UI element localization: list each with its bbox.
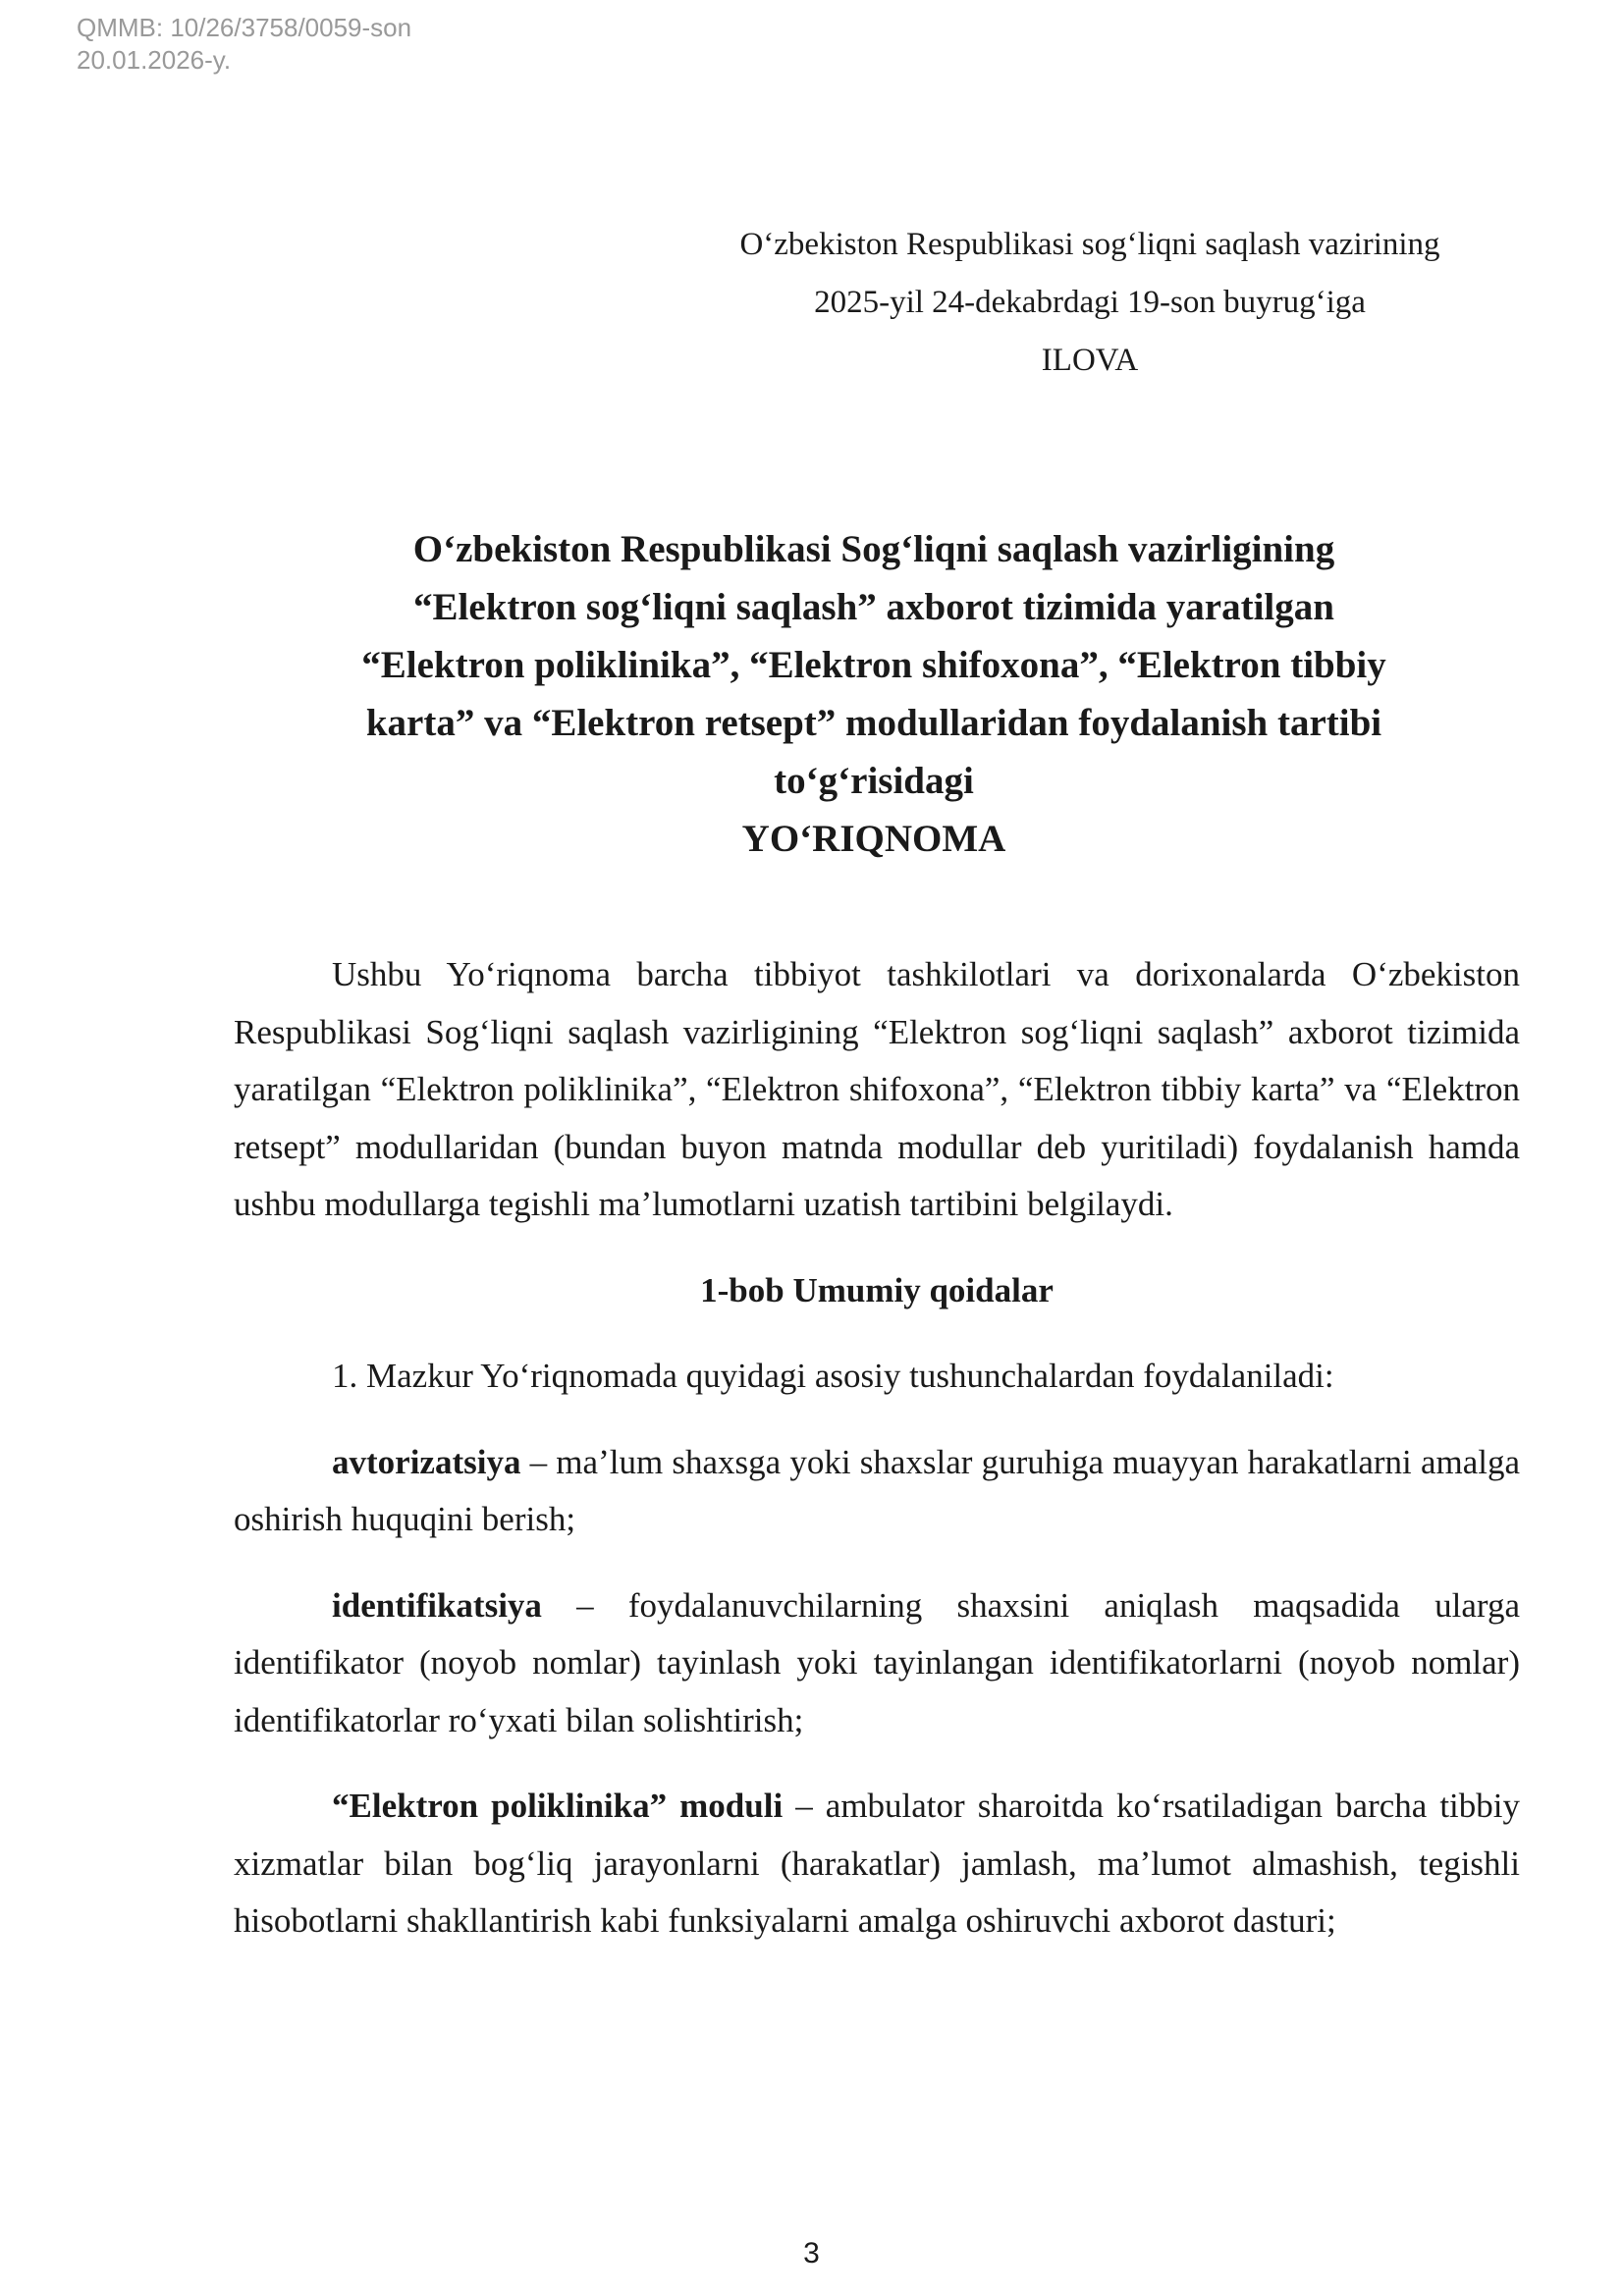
- registration-stamp: [77, 12, 411, 77]
- document-body: [234, 946, 1520, 1979]
- intro-paragraph: Ushbu Yoʻriqnoma barcha tibbiyot tashkilotlari va dorixonalarda Oʻzbekiston Respublikasi Sogʻliqni saqlash vazirligining “Elektron sogʻliqni saqlash” axborot tizimida yaratilgan “Elektron poliklinika”, “Elektron shifoxona”, “Elektron tibbiy karta” va “Elektron retsept” modullaridan (bundan buyon matnda modullar deb yuritiladi) foydalanish hamda ushbu modullarga tegishli maʼlumotlarni uzatish tartibini belgilaydi.: [234, 955, 1520, 1223]
- title-line: “Elektron poliklinika”, “Elektron shifoxona”, “Elektron tibbiy: [361, 644, 1386, 686]
- appendix-line-1: Oʻzbekiston Respublikasi sogʻliqni saqlash vazirining: [739, 227, 1440, 262]
- title-doc-type: YOʻRIQNOMA: [741, 818, 1006, 860]
- appendix-label: ILOVA: [1041, 343, 1139, 378]
- title-line: karta” va “Elektron retsept” modullaridan foydalanish tartibi: [365, 702, 1382, 744]
- chapter-heading: 1-bob Umumiy qoidalar: [700, 1270, 1054, 1309]
- definition-avtorizatsiya: [234, 1434, 1520, 1549]
- title-line: Oʻzbekiston Respublikasi Sogʻliqni saqlash vazirligining: [412, 528, 1335, 570]
- title-line: “Elektron sogʻliqni saqlash” axborot tizimida yaratilgan: [413, 586, 1334, 628]
- page-number: 3: [803, 2237, 820, 2269]
- document-title: [236, 520, 1512, 868]
- definition-text: – maʼlum shaxsga yoki shaxslar guruhiga muayyan harakatlarni amalga oshirish huquqini berish;: [234, 1442, 1520, 1538]
- clause-1: 1. Mazkur Yoʻriqnomada quyidagi asosiy tushunchalardan foydalaniladi:: [332, 1357, 1334, 1395]
- definition-term: identifikatsiya: [332, 1585, 542, 1625]
- appendix-header: [707, 216, 1473, 390]
- definition-elektron-poliklinika: [234, 1778, 1520, 1950]
- definition-text: – foydalanuvchilarning shaxsini aniqlash maqsadida ularga identifikator (noyob nomlar) tayinlash yoki tayinlangan identifikatorlarni (noyob nomlar) identifikatorlar roʻyxati bilan solishtirish;: [234, 1585, 1520, 1739]
- registration-date: 20.01.2026-y.: [77, 45, 232, 75]
- title-line: toʻgʻrisidagi: [774, 760, 974, 802]
- appendix-line-2: 2025-yil 24-dekabrdagi 19-son buyrugʻiga: [814, 285, 1366, 320]
- definition-identifikatsiya: [234, 1577, 1520, 1750]
- registration-number: QMMB: 10/26/3758/0059-son: [77, 13, 412, 42]
- definition-term: avtorizatsiya: [332, 1442, 521, 1481]
- definition-text: – ambulator sharoitda koʻrsatiladigan barcha tibbiy xizmatlar bilan bogʻliq jarayonlarni (harakatlar) jamlash, maʼlumot almashish, tegishli hisobotlarni shakllantirish kabi funksiyalarni amalga oshiruvchi axborot dasturi;: [234, 1787, 1521, 1940]
- definition-term: “Elektron poliklinika” moduli: [332, 1787, 784, 1825]
